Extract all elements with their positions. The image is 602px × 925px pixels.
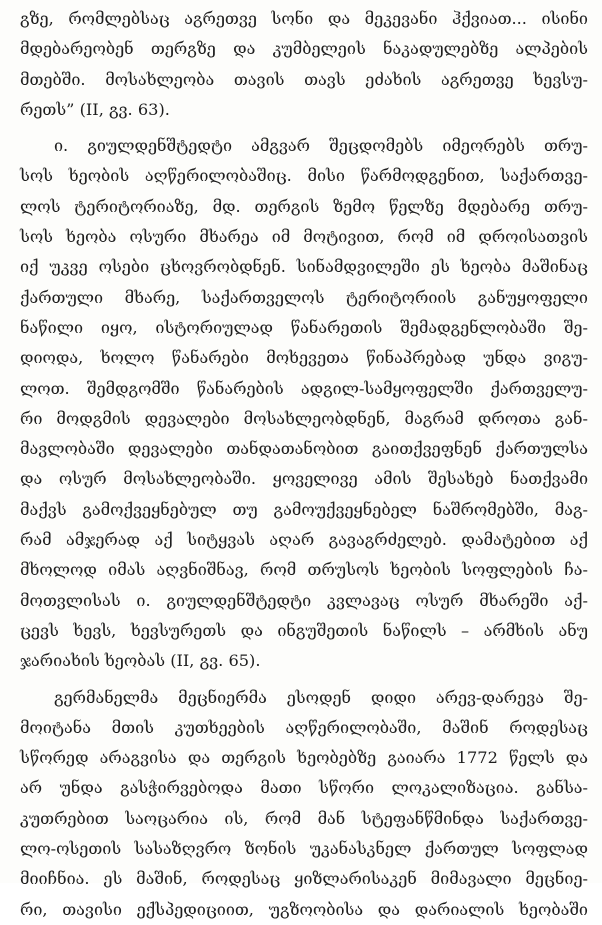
text-line: დიოდა, ხოლო წანარები მოხევეთა წინაპრებად უნდა ვიგუ- — [20, 348, 588, 368]
text-line: ლო-ოსეთის სასაზღვრო ზონის უკანასკნელ ქართულ სოფლად — [20, 839, 588, 859]
text-line: კუთრებით საოცარია ის, რომ მან სტეფანწმინდა საქართვე- — [20, 808, 588, 828]
text-line: მაქვს გამოქვეყნებულ თუ გამოუქვეყნებელ ნაშრომებში, მაგ- — [20, 499, 588, 519]
text-line: ლოთ. შემდგომში წანარების ადგილ-სამყოფელში ქართველუ- — [20, 378, 588, 398]
text-line: რი, თავისი ექსპედიციით, უგზოობისა და დარიალის ხეობაში — [20, 899, 588, 919]
text-line: სოს ხეობა ოსური მხარეა იმ მოტივით, რომ იმ დროისათვის — [20, 227, 588, 247]
text-line: ჯარიახის ხეობას (II, გვ. 65). — [20, 651, 261, 671]
text-line: რეთს” (II, გვ. 63). — [20, 99, 170, 119]
text-line: რი მოდგმის დევალები მოსახლეობდნენ, მაგრამ დროთა გან- — [20, 408, 588, 428]
text-line: მიიჩნია. ეს მაშინ, როდესაც ყიზლარისაკენ მიმავალი მეცნიე- — [20, 869, 588, 889]
text-line: მხოლოდ იმას აღვნიშნავ, რომ თრუსოს ხეობის სოფლების ჩა- — [20, 560, 588, 580]
text-line: გერმანელმა მეცნიერმა ესოდენ დიდი არევ-დარევა შე- — [54, 687, 588, 707]
text-line: ი. გიულდენშტედტი ამგვარ შეცდომებს იმეორებს თრუ- — [54, 136, 588, 156]
text-line: სოს ხეობის აღწერილობაშიც. მისი წარმოდგენით, საქართვე- — [20, 166, 588, 186]
text-line: მოთვლისას ი. გიულდენშტედტი კვლავაც ოსურ მხარეში აქ- — [20, 590, 588, 610]
paragraph — [20, 683, 588, 925]
text-line: ნაწილი იყო, ისტორიულად წანარეთის შემადგენლობაში შე- — [20, 317, 588, 337]
text-line: და ოსურ მოსახლეობაში. ყოველივე ამის შესახებ ნათქვამი — [20, 469, 588, 489]
text-line: მავლობაში დევალები თანდათანობით გაითქვეფნენ ქართულსა — [20, 439, 588, 459]
text-line: ლოს ტერიტორიაზე, მდ. თერგის ზემო წელზე მდებარე თრუ- — [20, 196, 588, 216]
text-line: ცევს ხევს, ხევსურეთს და ინგუშეთის ნაწილს – არმხის ანუ — [20, 620, 588, 640]
text-line: არ უნდა გასჭირვებოდა მათი სწორი ლოკალიზაცია. განსა- — [20, 778, 588, 798]
text-line: გზე, რომლებსაც აგრეთვე სონი და მეკევანი ჰქვიათ... ისინი — [20, 9, 588, 28]
text-line: მთებში. მოსახლეობა თავის თავს ეძახის აგრეთვე ხევსუ- — [20, 69, 588, 89]
paragraph — [20, 131, 588, 676]
text-line: მდებარეობენ თერგზე და კუმბელეის ნაკადულებზე ალპების — [20, 39, 588, 59]
text-line: იქ უკვე ოსები ცხოვრობდნენ. სინამდვილეში ეს ხეობა მაშინაც — [20, 257, 588, 277]
text-line: მოიტანა მთის კუთხეების აღწერილობაში, მაშინ როდესაც — [20, 717, 588, 737]
paragraph — [20, 4, 588, 125]
text-line: ქართული მხარე, საქართველოს ტერიტორიის განუყოფელი — [20, 287, 588, 307]
text-line: სწორედ არაგვისა და თერგის ხეობებზე გაიარა 1772 წელს და — [20, 748, 588, 768]
text-line: რამ ამჯერად აქ სიტყვას აღარ გავაგრძელებ. დამატებით აქ — [20, 530, 588, 550]
